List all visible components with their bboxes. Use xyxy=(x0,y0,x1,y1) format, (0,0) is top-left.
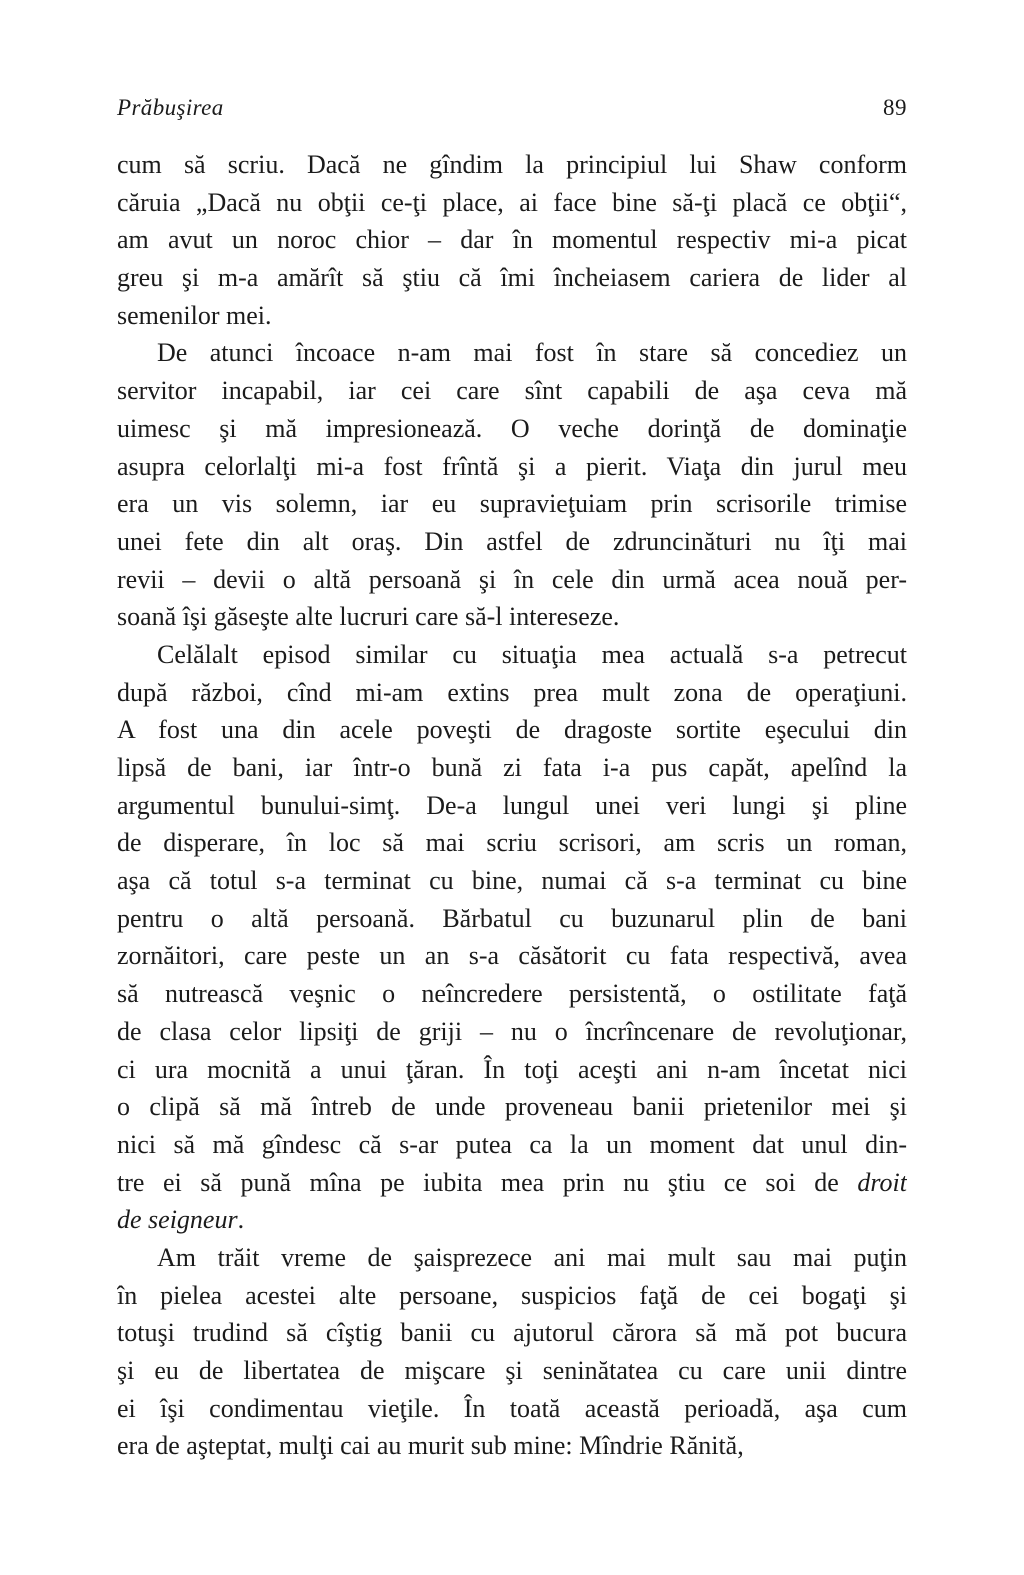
text-line: în pielea acestei alte persoane, suspicios faţă de cei bogaţi şi xyxy=(117,1280,907,1310)
text-line: de clasa celor lipsiţi de griji – nu o încrîncenare de revoluţionar, xyxy=(117,1016,907,1046)
running-header xyxy=(117,93,907,123)
text-line: servitor incapabil, iar cei care sînt capabili de aşa ceva mă xyxy=(117,376,907,406)
text-line: semenilor mei. xyxy=(117,300,272,330)
paragraph xyxy=(117,636,907,1239)
text-line: după război, cînd mi-am extins prea mult zona de operaţiuni. xyxy=(117,677,907,707)
paragraph xyxy=(117,334,907,636)
running-title: Prăbuşirea xyxy=(117,95,224,120)
paragraph xyxy=(117,146,907,334)
text-line: unei fete din alt oraş. Din astfel de zdruncinături nu îţi mai xyxy=(117,526,907,556)
text-line: era un vis solemn, iar eu supravieţuiam prin scrisorile trimise xyxy=(117,489,907,519)
page-number: 89 xyxy=(883,95,907,120)
text-line: de disperare, în loc să mai scriu scrisori, am scris un roman, xyxy=(117,828,907,858)
text-line: ci ura mocnită a unui ţăran. În toţi aceşti ani n-am încetat nici xyxy=(117,1054,907,1084)
italic-phrase: droit xyxy=(857,1167,907,1197)
text-line: A fost una din acele poveşti de dragoste sortite eşecului din xyxy=(117,715,907,745)
text-line: o clipă să mă întreb de unde proveneau banii prietenilor mei şi xyxy=(117,1092,907,1122)
text-line: şi eu de libertatea de mişcare şi seninătatea cu care unii dintre xyxy=(117,1356,907,1385)
text-line: zornăitori, care peste un an s-a căsătorit cu fata respectivă, avea xyxy=(117,941,907,971)
text-line: argumentul bunului-simţ. De-a lungul unei veri lungi şi pline xyxy=(117,790,907,820)
text-line: să nutrească veşnic o neîncredere persistentă, o ostilitate faţă xyxy=(117,979,907,1009)
text-line: uimesc şi mă impresionează. O veche dorinţă de dominaţie xyxy=(117,413,907,443)
text-line: greu şi m-a amărît să ştiu că îmi încheiasem cariera de lider al xyxy=(117,263,907,293)
text-line: ei îşi condimentau vieţile. În toată această perioadă, aşa cum xyxy=(117,1393,907,1423)
text-line: totuşi trudind să cîştig banii cu ajutorul cărora să mă pot bucura xyxy=(117,1318,907,1348)
text-line: nici să mă gîndesc că s-ar putea ca la un moment dat unul din- xyxy=(117,1129,907,1159)
text-line: era de aşteptat, mulţi cai au murit sub mine: Mîndrie Rănită, xyxy=(117,1431,744,1461)
text-line: lipsă de bani, iar într-o bună zi fata i-a pus capăt, apelînd la xyxy=(117,753,907,782)
text-line: tre ei să pună mîna pe iubita mea prin nu ştiu ce soi de droit xyxy=(117,1167,907,1197)
text-line: de seigneur. xyxy=(117,1205,245,1235)
text-line: am avut un noroc chior – dar în momentul respectiv mi-a picat xyxy=(117,225,907,255)
text-line: De atunci încoace n-am mai fost în stare să concediez un xyxy=(157,338,907,368)
text-line: aşa că totul s-a terminat cu bine, numai că s-a terminat cu bine xyxy=(117,866,907,896)
text-line: asupra celorlalţi mi-a fost frîntă şi a pierit. Viaţa din jurul meu xyxy=(117,451,907,481)
text-line: cum să scriu. Dacă ne gîndim la principiul lui Shaw conform xyxy=(117,150,907,179)
text-line: Am trăit vreme de şaisprezece ani mai mult sau mai puţin xyxy=(157,1242,907,1272)
italic-phrase: de seigneur xyxy=(117,1205,238,1235)
text-line: Celălalt episod similar cu situaţia mea actuală s-a petrecut xyxy=(157,639,907,669)
paragraph xyxy=(117,1239,907,1465)
text-line: revii – devii o altă persoană şi în cele din urmă acea nouă per- xyxy=(117,564,907,594)
text-line: căruia „Dacă nu obţii ce-ţi place, ai face bine să-ţi placă ce obţii“, xyxy=(117,187,907,217)
text-block xyxy=(117,146,907,1465)
text-line: soană îşi găseşte alte lucruri care să-l intereseze. xyxy=(117,602,620,632)
text-line: pentru o altă persoană. Bărbatul cu buzunarul plin de bani xyxy=(117,903,907,933)
